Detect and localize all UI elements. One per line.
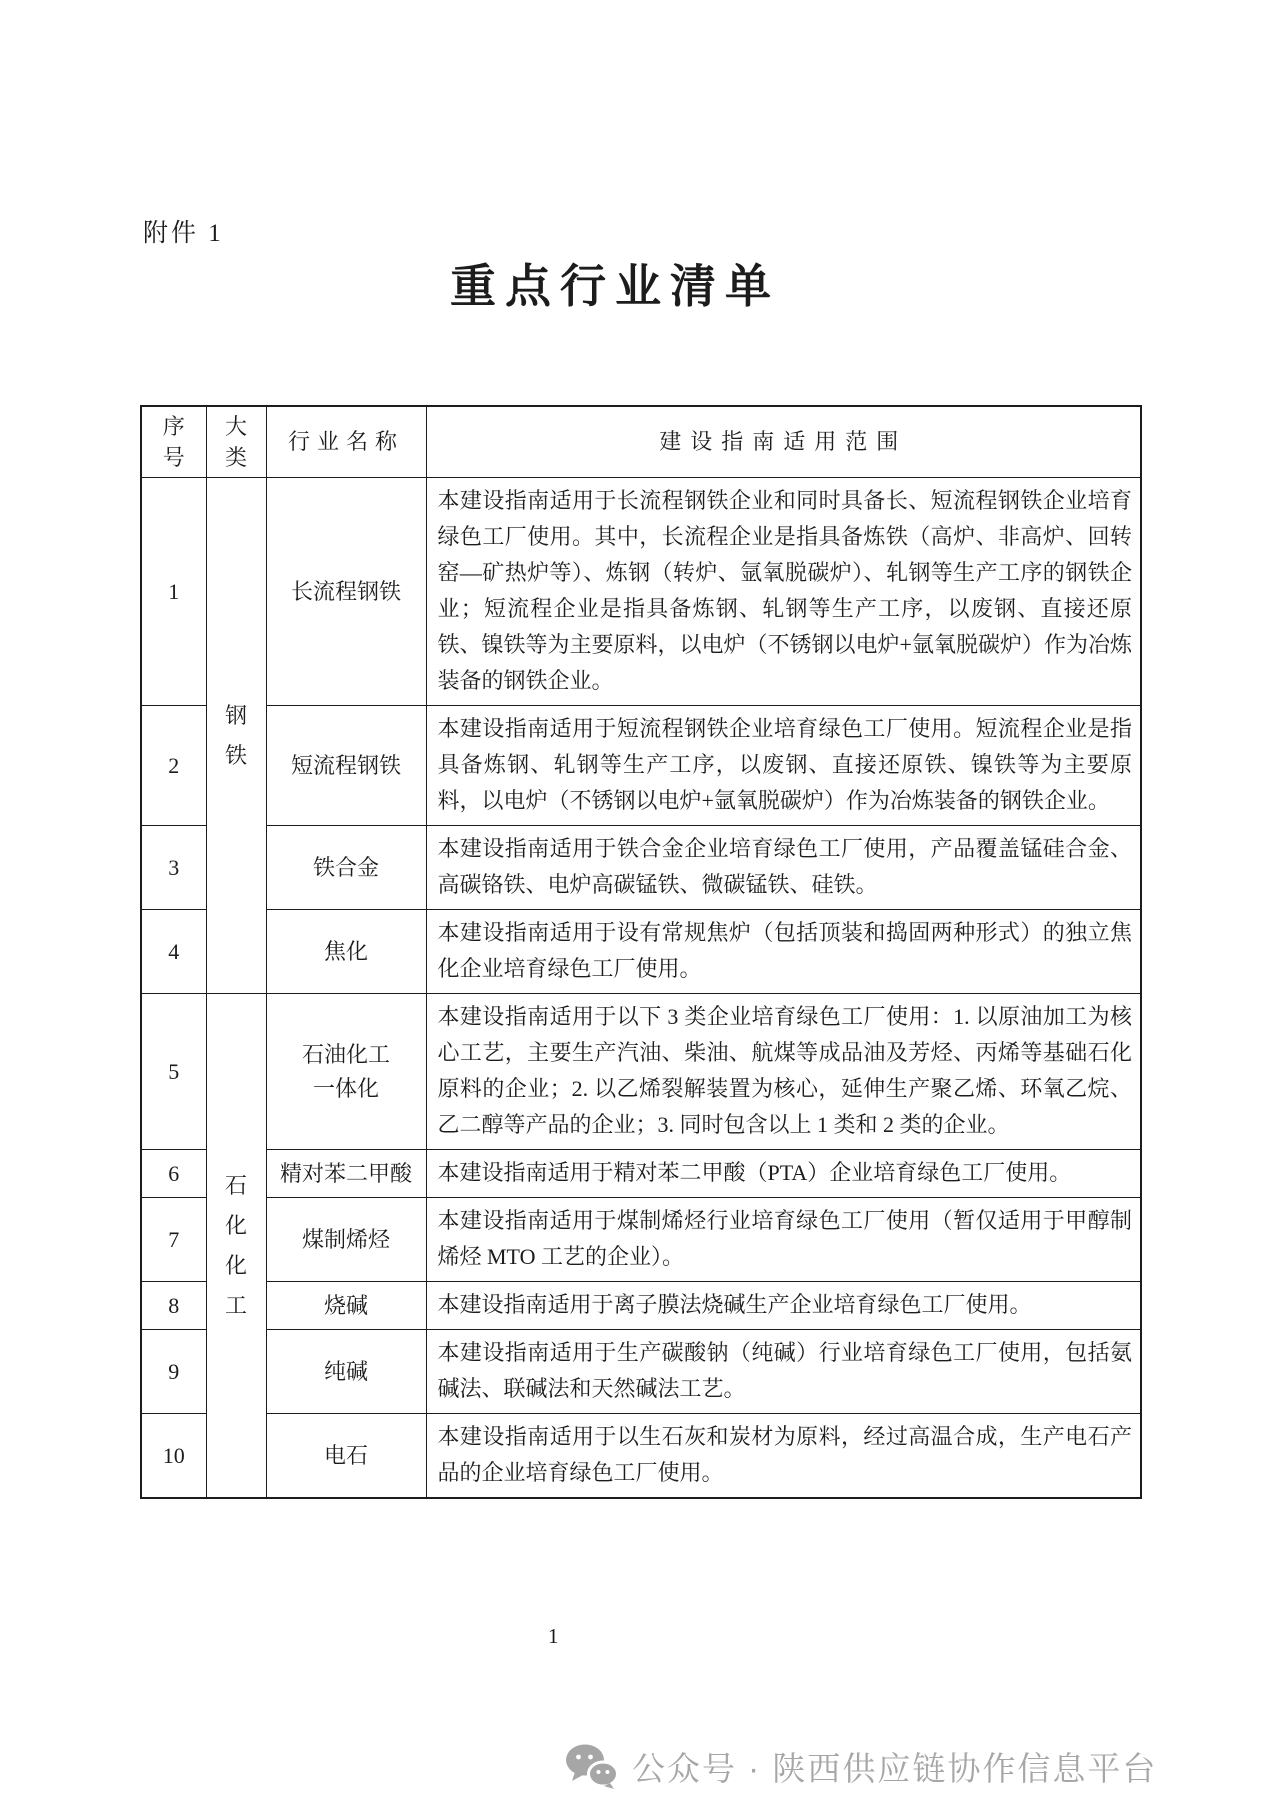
scope-cell: 本建设指南适用于以下 3 类企业培育绿色工厂使用：1. 以原油加工为核心工艺，主要生产汽油、柴油、航煤等成品油及芳烃、丙烯等基础石化原料的企业；2. 以乙烯裂解装置为核心，延伸生产聚乙烯、环氧乙烷、乙二醇等产品的企业；3. 同时包含以上 1 类和 2 类的企业。 [426, 994, 1141, 1150]
page-number: 1 [548, 1624, 559, 1648]
scope-cell: 本建设指南适用于离子膜法烧碱生产企业培育绿色工厂使用。 [426, 1282, 1141, 1330]
table-row [141, 706, 1141, 826]
header-scope: 建设指南适用范围 [426, 406, 1141, 478]
table-row [141, 1150, 1141, 1198]
industry-cell: 铁合金 [266, 826, 426, 910]
scope-cell: 本建设指南适用于设有常规焦炉（包括顶装和捣固两种形式）的独立焦化企业培育绿色工厂使用。 [426, 910, 1141, 994]
industry-cell: 精对苯二甲酸 [266, 1150, 426, 1198]
row-index-cell: 3 [141, 826, 206, 910]
industry-cell: 纯碱 [266, 1330, 426, 1414]
industry-cell: 电石 [266, 1414, 426, 1499]
header-index: 序号 [141, 406, 206, 478]
header-category: 大类 [206, 406, 266, 478]
category-cell-petrochemical: 石化化工 [206, 994, 266, 1499]
row-index-cell: 7 [141, 1198, 206, 1282]
table-row [141, 478, 1141, 706]
scope-cell: 本建设指南适用于以生石灰和炭材为原料，经过高温合成，生产电石产品的企业培育绿色工厂使用。 [426, 1414, 1141, 1499]
attachment-label: 附件 1 [143, 220, 224, 247]
category-cell-steel: 钢铁 [206, 478, 266, 994]
scope-cell: 本建设指南适用于生产碳酸钠（纯碱）行业培育绿色工厂使用，包括氨碱法、联碱法和天然碱法工艺。 [426, 1330, 1141, 1414]
table-row [141, 826, 1141, 910]
row-index-cell: 4 [141, 910, 206, 994]
scope-cell: 本建设指南适用于煤制烯烃行业培育绿色工厂使用（暂仅适用于甲醇制烯烃 MTO 工艺的企业）。 [426, 1198, 1141, 1282]
scope-cell: 本建设指南适用于长流程钢铁企业和同时具备长、短流程钢铁企业培育绿色工厂使用。其中，长流程企业是指具备炼铁（高炉、非高炉、回转窑—矿热炉等）、炼钢（转炉、氩氧脱碳炉）、轧钢等生产工序的钢铁企业；短流程企业是指具备炼钢、轧钢等生产工序，以废钢、直接还原铁、镍铁等为主要原料，以电炉（不锈钢以电炉+氩氧脱碳炉）作为冶炼装备的钢铁企业。 [426, 478, 1141, 706]
watermark-text: 公众号 · 陕西供应链协作信息平台 [632, 1749, 1158, 1787]
page-title: 重点行业清单 [450, 261, 780, 312]
industry-cell: 短流程钢铁 [266, 706, 426, 826]
table-row [141, 1198, 1141, 1282]
row-index-cell: 10 [141, 1414, 206, 1499]
table-row [141, 994, 1141, 1150]
industry-table [140, 405, 1142, 1499]
industry-cell: 烧碱 [266, 1282, 426, 1330]
header-industry: 行业名称 [266, 406, 426, 478]
row-index-cell: 1 [141, 478, 206, 706]
industry-cell: 石油化工一体化 [266, 994, 426, 1150]
table-header-row [141, 406, 1141, 478]
table-row [141, 1414, 1141, 1499]
industry-cell: 长流程钢铁 [266, 478, 426, 706]
scope-cell: 本建设指南适用于短流程钢铁企业培育绿色工厂使用。短流程企业是指具备炼钢、轧钢等生产工序，以废钢、直接还原铁、镍铁等为主要原料，以电炉（不锈钢以电炉+氩氧脱碳炉）作为冶炼装备的钢铁企业。 [426, 706, 1141, 826]
watermark [563, 1742, 1157, 1790]
industry-cell: 焦化 [266, 910, 426, 994]
row-index-cell: 8 [141, 1282, 206, 1330]
row-index-cell: 9 [141, 1330, 206, 1414]
table-row [141, 1282, 1141, 1330]
row-index-cell: 2 [141, 706, 206, 826]
scope-cell: 本建设指南适用于精对苯二甲酸（PTA）企业培育绿色工厂使用。 [426, 1150, 1141, 1198]
scope-cell: 本建设指南适用于铁合金企业培育绿色工厂使用，产品覆盖锰硅合金、高碳铬铁、电炉高碳锰铁、微碳锰铁、硅铁。 [426, 826, 1141, 910]
wechat-icon [563, 1742, 619, 1790]
row-index-cell: 5 [141, 994, 206, 1150]
industry-cell: 煤制烯烃 [266, 1198, 426, 1282]
row-index-cell: 6 [141, 1150, 206, 1198]
table-row [141, 910, 1141, 994]
table-row [141, 1330, 1141, 1414]
